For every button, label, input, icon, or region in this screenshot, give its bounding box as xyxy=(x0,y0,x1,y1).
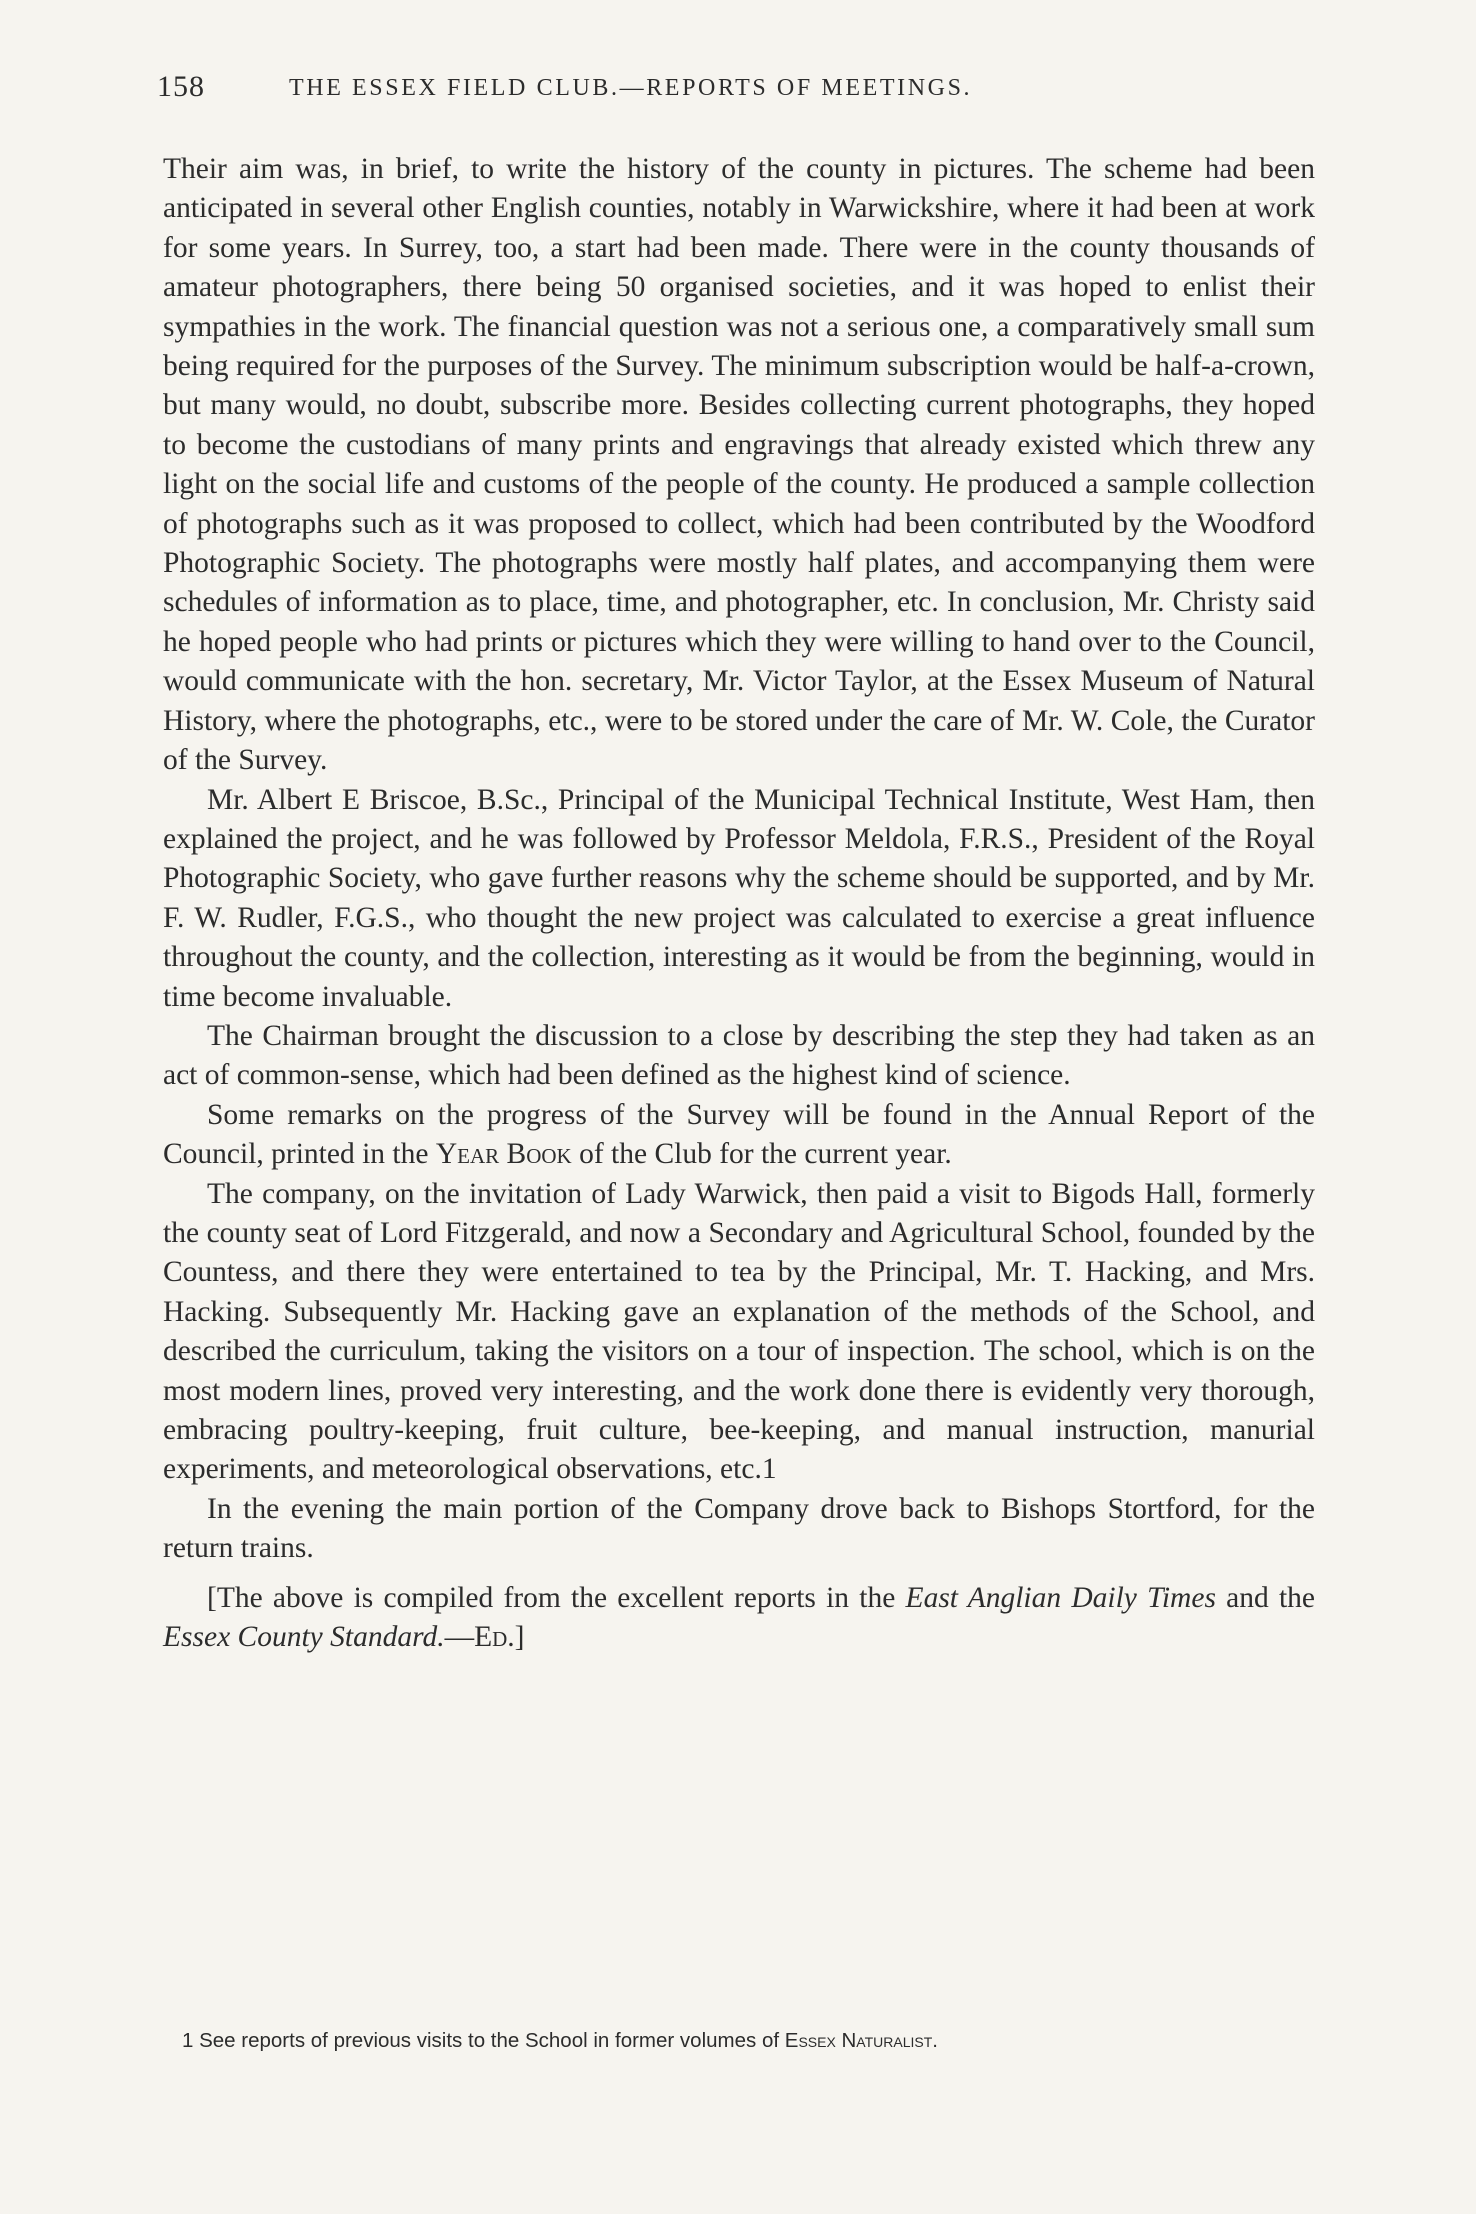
survey-progress-text-end: of the Club for the current year. xyxy=(571,1138,952,1171)
footnote-marker: 1 xyxy=(182,2029,194,2052)
bigods-hall-text: The company, on the invitation of Lady Warwick, then paid a visit to Bigods Hall, formerly the county seat of Lord Fitzgerald, and now a Secondary and Agricultural School, founded by the Countess, and there they were entertained to tea by the Principal, Mr. T. Hacking, and Mrs. Hacking. Subsequently Mr. Hacking gave an explanation of the methods of the School, and described the curriculum, taking the visitors on a tour of inspection. The school, which is on the most modern lines, proved very interesting, and the work done there is evidently very thorough, embracing poultry-keeping, fruit culture, bee-keeping, and manual instruction, manurial experiments, and meteorological observations, etc. xyxy=(163,1177,1315,1486)
footnote-text: See reports of previous visits to the School in former volumes of xyxy=(193,2029,785,2052)
page-number: 158 xyxy=(157,70,205,103)
source-essex-county-standard: Essex County Standard. xyxy=(163,1621,445,1654)
year-book-title: Year Book xyxy=(435,1138,572,1171)
survey-progress-text: Some remarks on the progress of the Survey will be found in the Annual Report of the Council, printed in the xyxy=(163,1098,1315,1171)
paragraph-chairman-close: The Chairman brought the discussion to a close by describing the step they had taken as an act of common-sense, which had been defined as the highest kind of science. xyxy=(163,1019,1315,1092)
footnote xyxy=(182,2027,1312,2055)
editor-note-middle: and the xyxy=(1215,1581,1316,1614)
page-header xyxy=(157,70,1317,110)
source-east-anglian-daily-times: East Anglian Daily Times xyxy=(905,1581,1216,1614)
editor-note-open: [The above is compiled from the excellent reports in the xyxy=(207,1581,906,1614)
editor-note-close: ] xyxy=(514,1621,525,1654)
paragraph-briscoe-remarks: Mr. Albert E Briscoe, B.Sc., Principal of the Municipal Technical Institute, West Ham, then explained the project, and he was followed by Professor Meldola, F.R.S., President of the Royal Photographic Society, who gave further reasons why the scheme should be supported, and by Mr. F. W. Rudler, F.G.S., who thought the new project was calculated to exercise a great influence throughout the county, and the collection, interesting as it would be from the beginning, would in time become invaluable. xyxy=(163,783,1315,1013)
paragraph-christy-speech: Their aim was, in brief, to write the history of the county in pictures. The scheme had been anticipated in several other English counties, notably in Warwickshire, where it had been at work for some years. In Surrey, too, a start had been made. There were in the county thousands of amateur photographers, there being 50 organised societies, and it was hoped to enlist their sympathies in the work. The financial question was not a serious one, a comparatively small sum being required for the purposes of the Survey. The minimum subscription would be half-a-crown, but many would, no doubt, subscribe more. Besides collecting current photographs, they hoped to become the custodians of many prints and engravings that already existed which threw any light on the social life and customs of the people of the county. He produced a sample collection of photographs such as it was proposed to collect, which had been contributed by the Woodford Photographic Society. The photographs were mostly half plates, and accompanying them were schedules of information as to place, time, and photographer, etc. In conclusion, Mr. Christy said he hoped people who had prints or pictures which they were willing to hand over to the Council, would communicate with the hon. secretary, Mr. Victor Taylor, at the Essex Museum of Natural History, where the photographs, etc., were to be stored under the care of Mr. W. Cole, the Curator of the Survey. xyxy=(163,153,1315,777)
editor-note-dash: — xyxy=(444,1621,475,1654)
running-head: THE ESSEX FIELD CLUB.—REPORTS OF MEETINGS. xyxy=(289,75,973,101)
editor-note xyxy=(163,1579,1315,1658)
body-text xyxy=(163,150,1315,1657)
footnote-journal-title: Essex Naturalist. xyxy=(784,2029,938,2052)
paragraph-bigods-hall-visit xyxy=(163,1175,1315,1490)
editor-signature: Ed. xyxy=(474,1621,515,1654)
footnote-reference: 1 xyxy=(761,1453,777,1486)
paragraph-survey-progress xyxy=(163,1096,1315,1175)
paragraph-evening-return: In the evening the main portion of the Company drove back to Bishops Stortford, for the return trains. xyxy=(163,1492,1315,1565)
